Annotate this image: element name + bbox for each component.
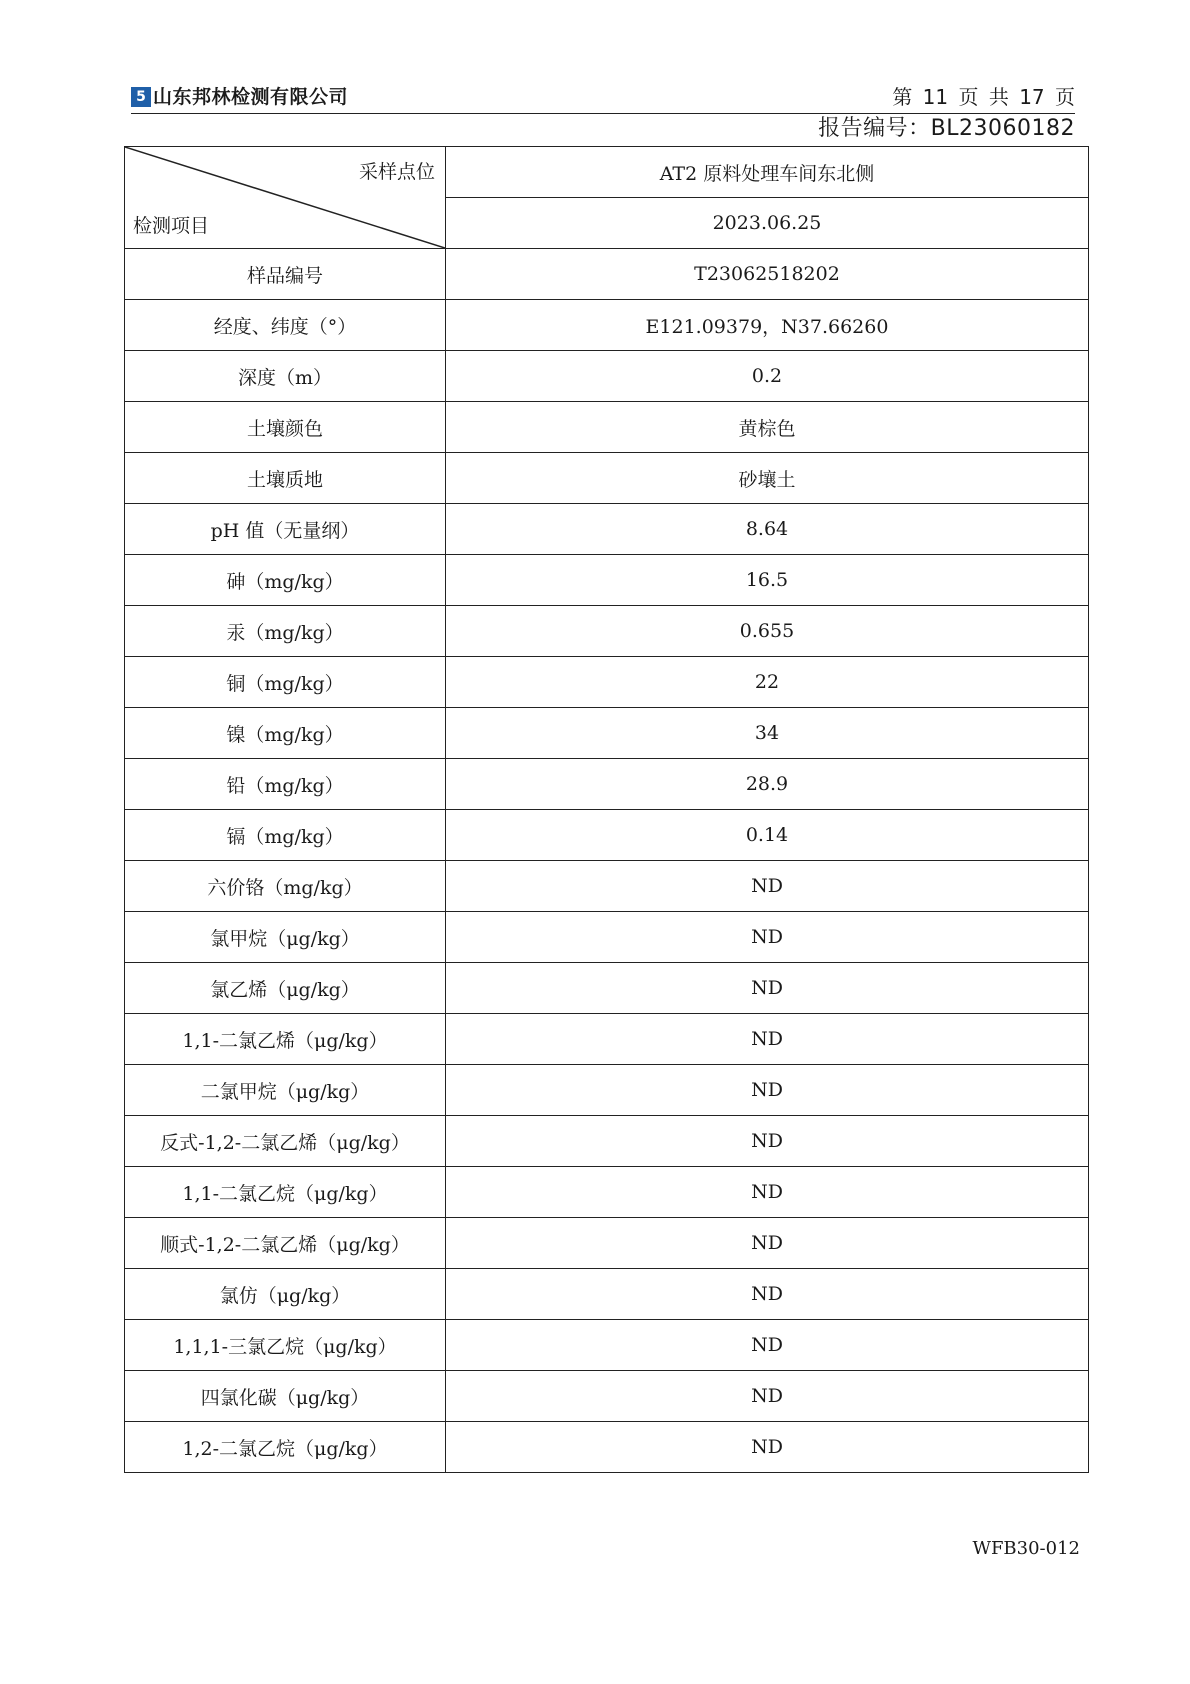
- table-header-row: [125, 147, 1089, 198]
- results-table: [124, 146, 1089, 1473]
- table-row: [125, 1320, 1089, 1371]
- test-item-cell: 顺式-1,2-二氯乙烯（μg/kg）: [125, 1218, 446, 1269]
- test-item-label: 检测项目: [133, 215, 210, 237]
- table-row: [125, 657, 1089, 708]
- test-item-cell: 镉（mg/kg）: [125, 810, 446, 861]
- test-item-cell: 土壤颜色: [125, 402, 446, 453]
- test-item-cell: 铅（mg/kg）: [125, 759, 446, 810]
- result-value-cell: T23062518202: [446, 249, 1089, 300]
- table-row: [125, 1218, 1089, 1269]
- test-item-cell: 砷（mg/kg）: [125, 555, 446, 606]
- table-row: [125, 963, 1089, 1014]
- test-item-cell: 样品编号: [125, 249, 446, 300]
- table-row: [125, 555, 1089, 606]
- result-value-cell: 砂壤土: [446, 453, 1089, 504]
- sampling-date-value: 2023.06.25: [446, 198, 1089, 249]
- test-item-cell: 深度（m）: [125, 351, 446, 402]
- result-value-cell: ND: [446, 1269, 1089, 1320]
- table-row: [125, 1269, 1089, 1320]
- test-item-cell: 汞（mg/kg）: [125, 606, 446, 657]
- table-row: [125, 1167, 1089, 1218]
- result-value-cell: 28.9: [446, 759, 1089, 810]
- table-row: [125, 1065, 1089, 1116]
- page-header: [131, 84, 1075, 114]
- test-item-cell: 六价铬（mg/kg）: [125, 861, 446, 912]
- table-row: [125, 1422, 1089, 1473]
- test-item-cell: 1,1-二氯乙烷（μg/kg）: [125, 1167, 446, 1218]
- table-row: [125, 1014, 1089, 1065]
- result-value-cell: ND: [446, 1320, 1089, 1371]
- result-value-cell: ND: [446, 963, 1089, 1014]
- table-row: [125, 1116, 1089, 1167]
- result-value-cell: ND: [446, 912, 1089, 963]
- sampling-point-value: AT2 原料处理车间东北侧: [446, 147, 1089, 198]
- company-logo-icon: 5: [131, 87, 151, 107]
- table-row: [125, 249, 1089, 300]
- table-row: [125, 606, 1089, 657]
- table-row: [125, 861, 1089, 912]
- test-item-cell: 1,1-二氯乙烯（μg/kg）: [125, 1014, 446, 1065]
- table-row: [125, 402, 1089, 453]
- test-item-cell: 四氯化碳（μg/kg）: [125, 1371, 446, 1422]
- result-value-cell: 0.14: [446, 810, 1089, 861]
- result-value-cell: 0.655: [446, 606, 1089, 657]
- result-value-cell: ND: [446, 1218, 1089, 1269]
- table-row: [125, 504, 1089, 555]
- page-indicator: 第 11 页 共 17 页: [892, 85, 1075, 109]
- test-item-cell: 1,1,1-三氯乙烷（μg/kg）: [125, 1320, 446, 1371]
- result-value-cell: ND: [446, 1371, 1089, 1422]
- table-row: [125, 453, 1089, 504]
- result-value-cell: 0.2: [446, 351, 1089, 402]
- result-value-cell: 黄棕色: [446, 402, 1089, 453]
- table-row: [125, 810, 1089, 861]
- result-value-cell: ND: [446, 1422, 1089, 1473]
- result-value-cell: ND: [446, 1116, 1089, 1167]
- table-row: [125, 912, 1089, 963]
- test-item-cell: 镍（mg/kg）: [125, 708, 446, 759]
- result-value-cell: ND: [446, 1014, 1089, 1065]
- test-item-cell: 铜（mg/kg）: [125, 657, 446, 708]
- result-value-cell: ND: [446, 1167, 1089, 1218]
- result-value-cell: 22: [446, 657, 1089, 708]
- test-item-cell: 氯仿（μg/kg）: [125, 1269, 446, 1320]
- test-item-cell: 1,2-二氯乙烷（μg/kg）: [125, 1422, 446, 1473]
- table-row: [125, 300, 1089, 351]
- test-item-cell: 氯乙烯（μg/kg）: [125, 963, 446, 1014]
- form-code: WFB30-012: [972, 1538, 1080, 1559]
- table-row: [125, 708, 1089, 759]
- result-value-cell: ND: [446, 861, 1089, 912]
- result-value-cell: ND: [446, 1065, 1089, 1116]
- test-item-cell: pH 值（无量纲）: [125, 504, 446, 555]
- test-item-cell: 氯甲烷（μg/kg）: [125, 912, 446, 963]
- sampling-point-label: 采样点位: [358, 161, 435, 183]
- test-item-cell: 反式-1,2-二氯乙烯（μg/kg）: [125, 1116, 446, 1167]
- company-name: 山东邦林检测有限公司: [153, 86, 349, 108]
- result-value-cell: E121.09379，N37.66260: [446, 300, 1089, 351]
- table-row: [125, 759, 1089, 810]
- result-value-cell: 8.64: [446, 504, 1089, 555]
- diagonal-header-cell: [125, 147, 446, 249]
- table-row: [125, 351, 1089, 402]
- result-value-cell: 16.5: [446, 555, 1089, 606]
- table-row: [125, 1371, 1089, 1422]
- result-value-cell: 34: [446, 708, 1089, 759]
- test-item-cell: 土壤质地: [125, 453, 446, 504]
- test-item-cell: 二氯甲烷（μg/kg）: [125, 1065, 446, 1116]
- test-item-cell: 经度、纬度（°）: [125, 300, 446, 351]
- report-number: 报告编号：BL23060182: [818, 116, 1075, 141]
